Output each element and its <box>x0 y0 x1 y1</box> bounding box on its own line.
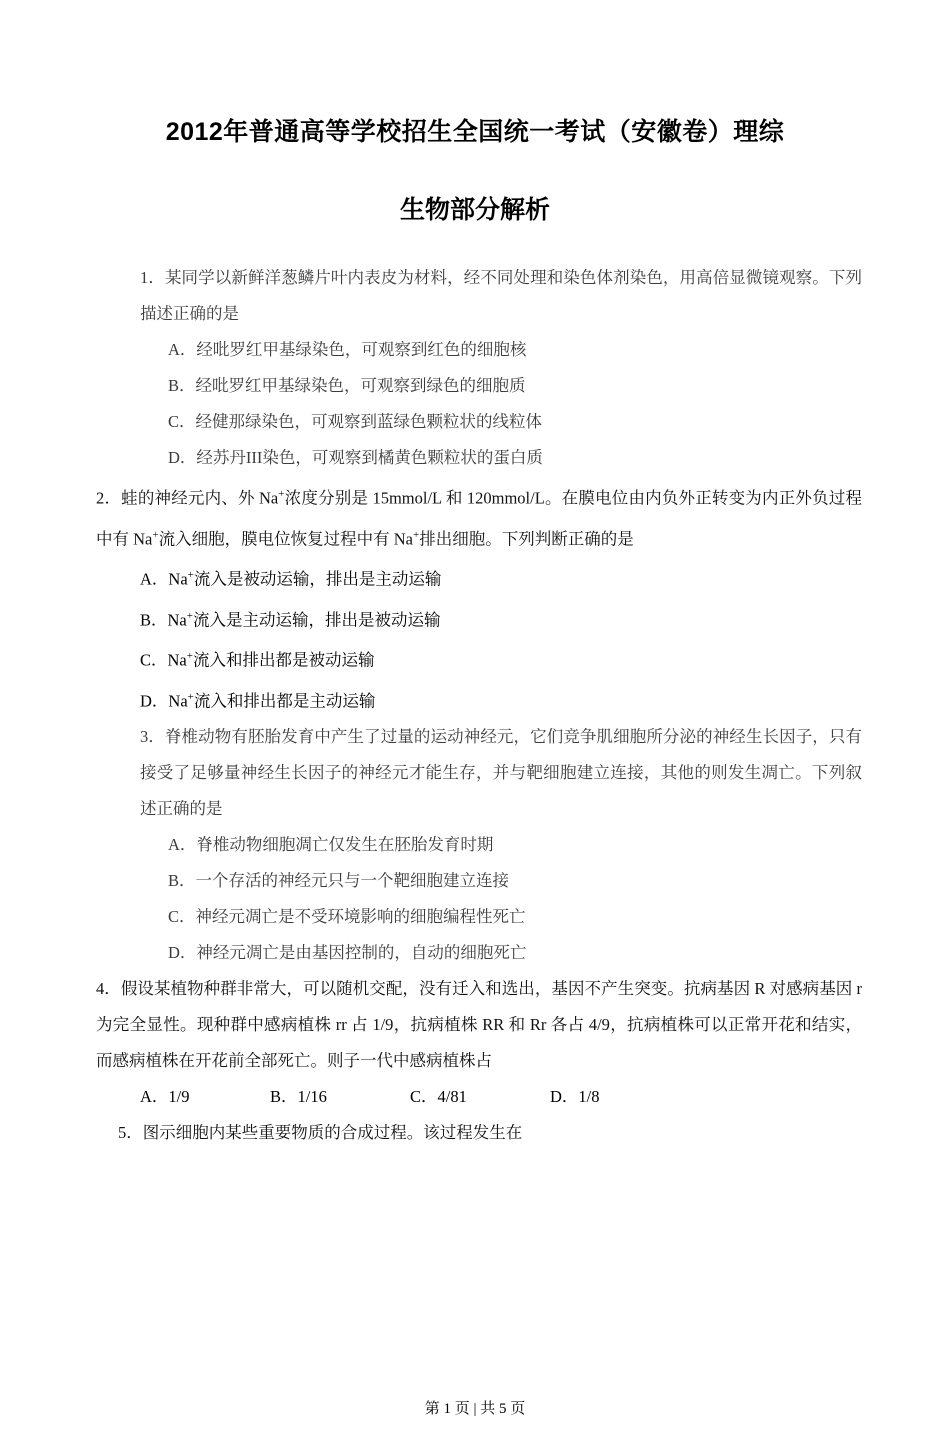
question-1 <box>96 260 862 476</box>
page-subtitle: 生物部分解析 <box>399 196 550 224</box>
q2-opt-d-pre: D．Na <box>140 691 188 710</box>
question-5-stem: 5．图示细胞内某些重要物质的合成过程。该过程发生在 <box>118 1123 523 1142</box>
question-1-option-c: C．经健那绿染色，可观察到蓝绿色颗粒状的线粒体 <box>168 412 543 431</box>
q2-opt-d-sup: + <box>187 690 194 703</box>
q2-sup-1: + <box>278 488 285 500</box>
question-3-option-d: D．神经元凋亡是由基因控制的，自动的细胞死亡 <box>168 943 527 962</box>
question-4-stem: 4．假设某植物种群非常大，可以随机交配，没有迁入和选出，基因不产生突变。抗病基因 R 对感病基因 r 为完全显性。现种群中感病植株 rr 占 1/9，抗病植株 RR 和 Rr 各占 4/9，抗病植株可以正常开花和结实，而感病植株在开花前全部死亡。则子一代中感病植株占 <box>96 979 862 1070</box>
q2-opt-c-pre: C．Na <box>140 650 187 670</box>
q2-opt-d-post: 流入和排出都是主动运输 <box>193 691 376 710</box>
question-3-stem: 3．脊椎动物有胚胎发育中产生了过量的运动神经元，它们竞争肌细胞所分泌的神经生长因子，只有接受了足够量神经生长因子的神经元才能生存，并与靶细胞建立连接，其他的则发生凋亡。下列叙述正确的是 <box>140 727 862 818</box>
q2-sup-2: + <box>152 528 159 541</box>
question-2-option-a <box>96 557 862 598</box>
question-2 <box>96 476 862 719</box>
q2-opt-a-post: 流入是被动运输，排出是主动运输 <box>193 569 442 589</box>
q2-opt-b-post: 流入是主动运输，排出是被动运输 <box>192 610 441 629</box>
question-4-option-a: A．1/9 <box>140 1087 190 1106</box>
q2-opt-c-sup: + <box>186 650 193 662</box>
question-4 <box>96 971 862 1115</box>
q2-stem-part-1: 2．蛙的神经元内、外 Na <box>96 488 279 508</box>
page-title: 2012年普通高等学校招生全国统一考试（安徽卷）理综 <box>165 118 785 146</box>
document-page <box>0 112 950 1456</box>
question-2-option-d <box>96 679 862 720</box>
question-4-option-c: C．4/81 <box>410 1087 467 1106</box>
q2-stem-part-3: 流入细胞，膜电位恢复过程中有 Na <box>158 529 413 548</box>
question-3-option-c: C．神经元凋亡是不受环境影响的细胞编程性死亡 <box>168 907 526 926</box>
page-footer: 第 1 页 | 共 5 页 <box>424 1401 526 1417</box>
question-5 <box>96 1115 862 1151</box>
question-2-option-b <box>96 598 862 639</box>
question-1-option-d: D．经苏丹III染色，可观察到橘黄色颗粒状的蛋白质 <box>168 448 543 467</box>
q2-opt-a-pre: A．Na <box>140 569 188 589</box>
q2-opt-a-sup: + <box>187 569 194 581</box>
q2-opt-b-pre: B．Na <box>140 610 187 629</box>
q2-opt-b-sup: + <box>186 609 193 622</box>
exam-content <box>0 260 950 1151</box>
q2-stem-part-4: 排出细胞。下列判断正确的是 <box>419 529 634 548</box>
q2-sup-3: + <box>412 528 420 541</box>
question-1-option-a: A．经吡罗红甲基绿染色，可观察到红色的细胞核 <box>168 340 527 359</box>
question-4-options <box>96 1079 862 1115</box>
q2-stem-part-2: 浓度分别是 15mmol/L 和 120mmol/L。在膜电位由内负外正转变为内正外负过程中有 Na <box>96 488 862 548</box>
title-block <box>0 112 950 226</box>
question-3 <box>96 719 862 971</box>
question-3-option-a: A．脊椎动物细胞凋亡仅发生在胚胎发育时期 <box>168 835 494 854</box>
question-2-stem <box>96 476 862 557</box>
q2-opt-c-post: 流入和排出都是被动运输 <box>192 650 375 670</box>
question-1-option-b: B．经吡罗红甲基绿染色，可观察到绿色的细胞质 <box>168 376 526 395</box>
question-4-option-d: D．1/8 <box>550 1087 600 1106</box>
question-3-option-b: B．一个存活的神经元只与一个靶细胞建立连接 <box>168 871 510 890</box>
question-4-option-b: B．1/16 <box>270 1087 327 1106</box>
question-1-stem: 1．某同学以新鲜洋葱鳞片叶内表皮为材料，经不同处理和染色体剂染色，用高倍显微镜观察。下列描述正确的是 <box>140 268 862 323</box>
question-2-option-c <box>96 638 862 679</box>
